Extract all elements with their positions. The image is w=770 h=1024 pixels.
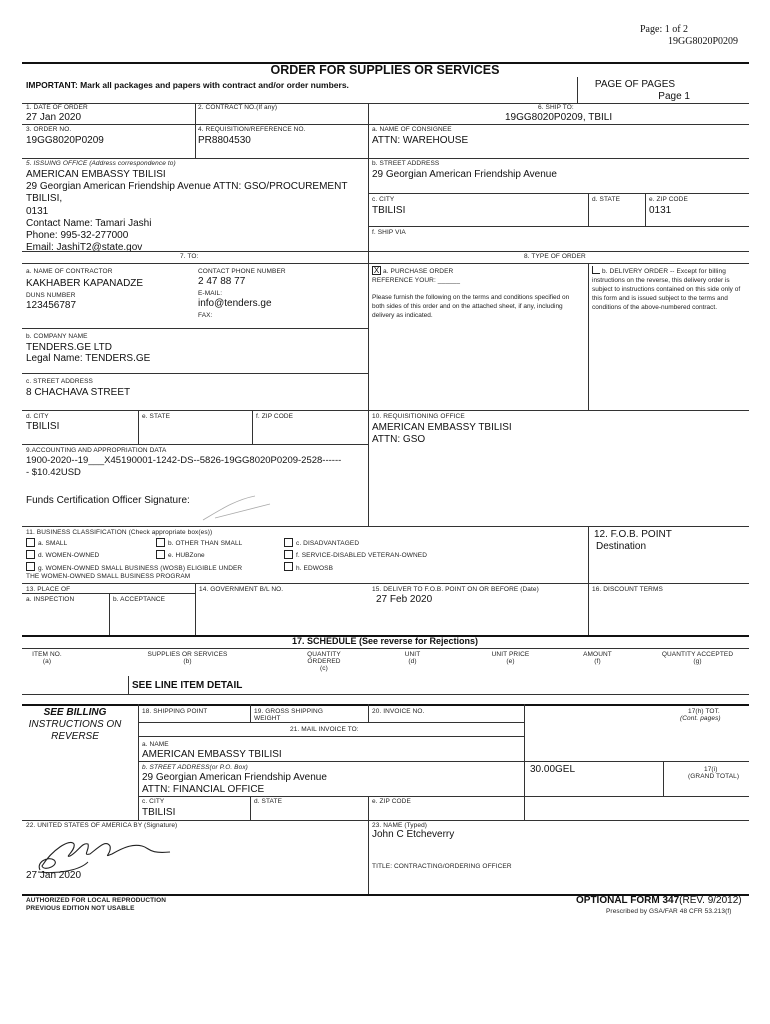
duns-value: 123456787 [26,300,77,311]
page-number: Page: 1 of 2 [640,24,689,35]
requisitioning-office-attn: ATTN: GSO [372,434,426,445]
col-quantity-accepted: QUANTITY ACCEPTED (g) [661,651,734,665]
contract-no-label: 2. CONTRACT NO.(If any) [198,104,278,111]
purchase-order-checkbox[interactable]: X [373,266,380,275]
line-item-detail: SEE LINE ITEM DETAIL [132,680,243,691]
purchase-order-label: a. PURCHASE ORDER [383,268,454,275]
contractor-state-label: e. STATE [142,413,171,420]
wosb-program-label: THE WOMEN-OWNED SMALL BUSINESS PROGRAM [26,573,191,580]
deliver-by-label: 15. DELIVER TO F.O.B. POINT ON OR BEFORE (Date) [372,586,539,593]
edwosb-checkbox[interactable] [284,562,293,571]
email-value: info@tenders.ge [198,298,272,309]
ship-via-label: f. SHIP VIA [372,229,406,236]
page-of-pages-value: Page 1 [658,91,690,102]
fob-point-label: 12. F.O.B. POINT [594,529,672,540]
other-than-small-label: b. OTHER THAN SMALL [168,540,243,547]
other-than-small-checkbox[interactable] [156,538,165,547]
invoice-no-label: 20. INVOICE NO. [372,708,425,715]
ship-city-label: c. CITY [372,196,395,203]
delivery-order-checkbox[interactable] [592,266,600,274]
legal-name-value: Legal Name: TENDERS.GE [26,353,151,364]
mail-street-value: 29 Georgian American Friendship Avenue [142,772,327,783]
col-quantity: QUANTITY ORDERED (c) [307,651,341,672]
typed-name-value: John C Etcheverry [372,829,455,840]
delivery-order-label: b. DELIVERY ORDER -- Except for billing [602,268,726,275]
fob-point-value: Destination [596,541,647,552]
contractor-name-value: KAKHABER KAPANADZE [26,278,144,289]
business-classification-label: 11. BUSINESS CLASSIFICATION (Check appropriate box(es)) [26,529,213,536]
ship-city-value: TBILISI [372,205,406,216]
date-of-order-label: 1. DATE OF ORDER [26,104,88,111]
mail-attn-value: ATTN: FINANCIAL OFFICE [142,784,265,795]
ship-state-label: d. STATE [592,196,621,203]
schedule-title: 17. SCHEDULE (See reverse for Rejections) [291,636,479,646]
gross-weight-label: 19. GROSS SHIPPING [254,708,323,715]
signature-date: 27 Jan 2020 [26,870,82,881]
requisitioning-office-label: 10. REQUISITIONING OFFICE [372,413,465,420]
contractor-city-value: TBILISI [26,421,60,432]
requisition-no-label: 4. REQUISITION/REFERENCE NO. [198,126,306,133]
mail-state-label: d. STATE [254,798,283,805]
prescribed-by: Prescribed by GSA/FAR 48 CFR 53.213(f) [606,908,732,915]
women-owned-checkbox[interactable] [26,550,35,559]
mail-street-label: b. STREET ADDRESS(or P.O. Box) [142,764,248,771]
ship-street-value: 29 Georgian American Friendship Avenue [372,169,557,180]
footer-previous-edition: PREVIOUS EDITION NOT USABLE [26,905,135,912]
reference-your-label: REFERENCE YOUR: ______ [372,277,461,284]
delivery-order-text: instructions on the reverse, this delivery order is subject to instructions contained on this side only of this form and is issued subject to the terms and conditions of the above-numbered contract. [592,277,741,311]
company-name-value: TENDERS.GE LTD [26,342,112,353]
document-id: 19GG8020P0209 [668,36,739,47]
issuing-office-address: AMERICAN EMBASSY TBILISI 29 Georgian American Friendship Avenue ATTN: GSO/PROCUREMENT TBILISI, 0131 Contact Name: Tamari Jashi Phone: 995-32-277000 Email: JashiT2@state.gov [26,169,348,254]
requisitioning-office-value: AMERICAN EMBASSY TBILISI [372,422,512,433]
grand-total-label-2: (GRAND TOTAL) [688,773,740,780]
government-bl-label: 14. GOVERNMENT B/L NO. [199,586,284,593]
service-disabled-checkbox[interactable] [284,550,293,559]
company-name-label: b. COMPANY NAME [26,333,88,340]
grand-total-label: 17(i) [704,766,718,773]
col-unit-price: UNIT PRICE (e) [491,651,530,665]
deliver-by-value: 27 Feb 2020 [376,594,433,605]
gross-weight-label-2: WEIGHT [254,715,281,722]
ship-to-value: 19GG8020P0209, TBILI [505,112,613,123]
acceptance-label: b. ACCEPTANCE [113,596,166,603]
col-supplies: SUPPLIES OR SERVICES (b) [147,651,228,665]
funds-signature-image [195,490,285,526]
edwosb-label: h. EDWOSB [296,565,334,572]
billing-instructions: SEE BILLING INSTRUCTIONS ON REVERSE [28,707,122,742]
inspection-label: a. INSPECTION [26,596,75,603]
accounting-label: 9.ACCOUNTING AND APPROPRIATION DATA [26,447,167,454]
total-cont-label: 17(h) TOT. [688,708,720,715]
contractor-zip-label: f. ZIP CODE [256,413,294,420]
ship-to-label: 6. SHIP TO: [538,104,574,111]
consignee-name-label: a. NAME OF CONSIGNEE [372,126,452,133]
total-cont-label-2: (Cont. pages) [680,715,721,722]
mail-name-label: a. NAME [142,741,169,748]
typed-name-label: 23. NAME (Typed) [372,822,428,829]
discount-terms-label: 16. DISCOUNT TERMS [592,586,663,593]
usa-signature-label: 22. UNITED STATES OF AMERICA BY (Signature) [26,822,178,829]
email-label: E-MAIL: [198,290,223,297]
wosb-checkbox[interactable] [26,562,35,571]
hubzone-checkbox[interactable] [156,550,165,559]
grand-total-value: 30.00GEL [530,764,576,775]
issuing-office-label: 5. ISSUING OFFICE (Address correspondence to) [26,160,176,167]
ship-zip-label: e. ZIP CODE [649,196,688,203]
accounting-amount: - $10.42USD [26,467,81,478]
col-item-no: ITEM NO. (a) [32,651,62,665]
contractor-street-value: 8 CHACHAVA STREET [26,387,131,398]
wosb-label: g. WOMEN-OWNED SMALL BUSINESS (WOSB) ELIGIBLE UNDER [38,565,243,572]
contractor-street-label: c. STREET ADDRESS [26,378,93,385]
shipping-point-label: 18. SHIPPING POINT [142,708,208,715]
col-unit: UNIT (d) [404,651,421,665]
form-number: OPTIONAL FORM 347(REV. 9/2012) [576,895,742,906]
hubzone-label: e. HUBZone [168,552,205,559]
duns-label: DUNS NUMBER [26,292,76,299]
order-no-label: 3. ORDER NO. [26,126,72,133]
ship-street-label: b. STREET ADDRESS [372,160,440,167]
contact-phone-value: 2 47 88 77 [198,276,246,287]
mail-name-value: AMERICAN EMBASSY TBILISI [142,749,282,760]
mail-zip-label: e. ZIP CODE [372,798,411,805]
order-no-value: 19GG8020P0209 [26,135,104,146]
date-of-order-value: 27 Jan 2020 [26,112,82,123]
type-of-order-label: 8. TYPE OF ORDER [524,253,586,260]
service-disabled-label: f. SERVICE-DISABLED VETERAN-OWNED [296,552,428,559]
officer-title-label: TITLE: CONTRACTING/ORDERING OFFICER [372,863,512,870]
purchase-order-text: Please furnish the following on the terms and conditions specified on both sides of this order and on the attached sheet, if any, including delivery as indicated. [372,294,570,319]
mail-city-label: c. CITY [142,798,165,805]
footer-reproduction: AUTHORIZED FOR LOCAL REPRODUCTION [26,897,167,904]
important-notice: IMPORTANT: Mark all packages and papers with contract and/or order numbers. [26,80,349,90]
mail-invoice-label: 21. MAIL INVOICE TO: [290,726,359,733]
disadvantaged-checkbox[interactable] [284,538,293,547]
disadvantaged-label: c. DISADVANTAGED [296,540,360,547]
place-of-label: 13. PLACE OF [26,586,71,593]
small-label: a. SMALL [38,540,68,547]
mail-city-value: TBILISI [142,807,176,818]
contact-phone-label: CONTACT PHONE NUMBER [198,268,286,275]
small-checkbox[interactable] [26,538,35,547]
fax-label: FAX: [198,312,213,319]
contractor-city-label: d. CITY [26,413,49,420]
col-amount: AMOUNT (f) [583,651,612,665]
accounting-value: 1900-2020--19___X45190001-1242-DS--5826-19GG8020P0209-2528------ [26,455,342,466]
requisition-no-value: PR8804530 [198,135,251,146]
contractor-name-label: a. NAME OF CONTRACTOR [26,268,113,275]
ship-zip-value: 0131 [649,205,672,216]
consignee-name-value: ATTN: WAREHOUSE [372,135,469,146]
women-owned-label: d. WOMEN-OWNED [38,552,100,559]
to-label: 7. TO: [180,253,199,260]
form-title: ORDER FOR SUPPLIES OR SERVICES [270,63,500,77]
page-of-pages-label: PAGE OF PAGES [594,79,676,90]
funds-certification-label: Funds Certification Officer Signature: [26,495,190,506]
